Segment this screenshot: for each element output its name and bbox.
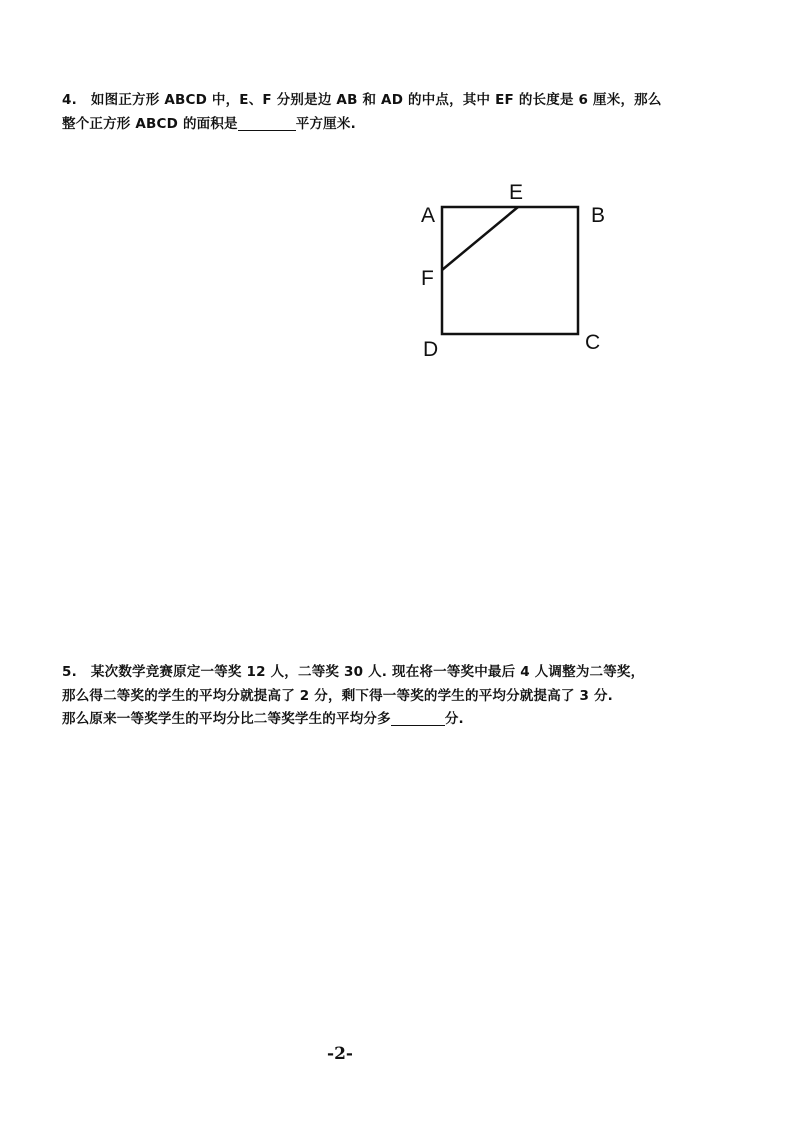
- page-number: -2-: [327, 1044, 353, 1064]
- q5-text-line3-after: 分.: [444, 711, 464, 727]
- q4-square-figure: [0, 0, 794, 420]
- q4-number: 4.: [62, 92, 77, 108]
- label-e: E: [509, 181, 524, 204]
- q5-text-line1: 某次数学竞赛原定一等奖 12 人，二等奖 30 人. 现在将一等奖中最后 4 人调整为二等奖，: [90, 664, 645, 680]
- label-f: F: [421, 267, 434, 290]
- q5-text-line3-before: 那么原来一等奖学生的平均分比二等奖学生的平均分多: [62, 711, 391, 727]
- label-b: B: [591, 204, 606, 227]
- label-d: D: [423, 338, 439, 361]
- label-a: A: [421, 204, 436, 227]
- q4-text-line1: 如图正方形 ABCD 中，E、F 分别是边 AB 和 AD 的中点，其中 EF 的长度是 6 厘米，那么: [90, 92, 662, 108]
- square-abcd: [442, 207, 578, 334]
- q4-text-line2-after: 平方厘米.: [295, 116, 356, 132]
- q4-text-line2-before: 整个正方形 ABCD 的面积是: [62, 116, 238, 132]
- q5-line2: [62, 684, 613, 704]
- q5-text-line2: 那么得二等奖的学生的平均分就提高了 2 分，剩下得一等奖的学生的平均分就提高了 3 分.: [62, 688, 614, 704]
- q5-number: 5.: [62, 664, 77, 680]
- segment-ef: [442, 207, 518, 270]
- q5-line3: [62, 707, 464, 727]
- q5-answer-blank[interactable]: [391, 711, 445, 726]
- label-c: C: [585, 331, 601, 354]
- q5-line1: [62, 660, 644, 680]
